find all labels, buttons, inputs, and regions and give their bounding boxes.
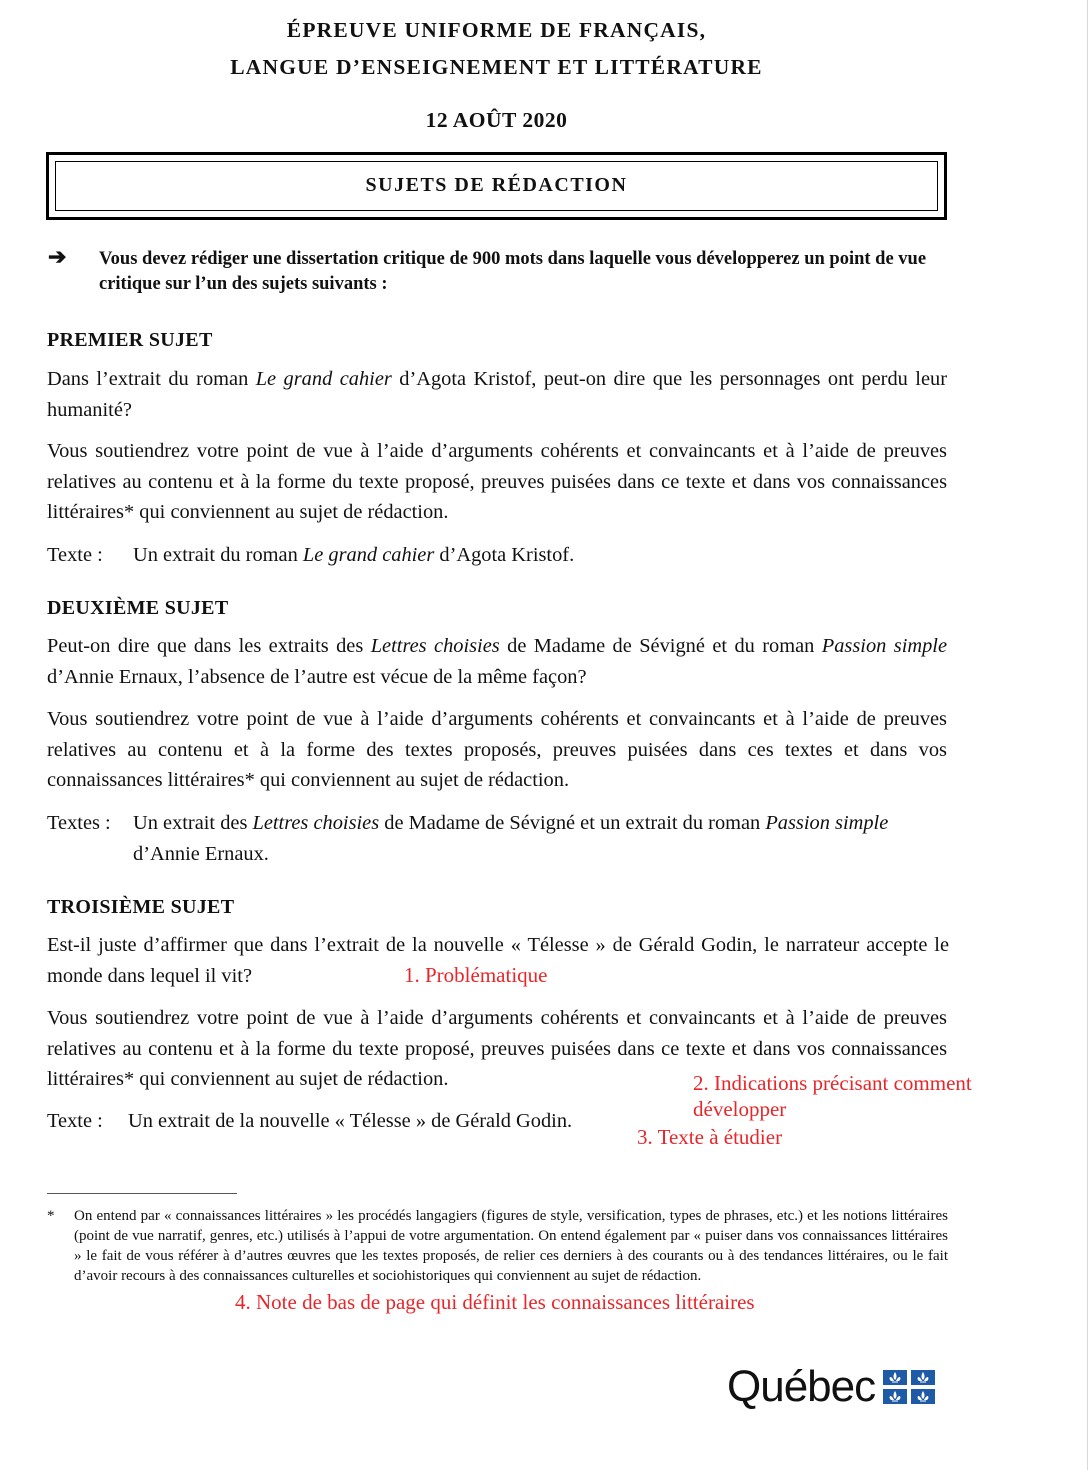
sujet-2-title: DEUXIÈME SUJET [47, 597, 229, 619]
sujet-1-question-part: Dans l’extrait du roman [47, 368, 256, 390]
section-title: SUJETS DE RÉDACTION [55, 161, 938, 211]
sujet-3-texte-label: Texte : [47, 1110, 103, 1132]
sujet-3-consigne: Vous soutiendrez votre point de vue à l’aide d’arguments cohérents et convaincants et à l’aide de preuves relatives au contenu et à la forme du texte proposé, preuves puisées dans ce texte et dans vos connaissances littéraires* qui conviennent au sujet de rédaction. [47, 1007, 947, 1090]
quebec-logo-wordmark: Québec [727, 1362, 876, 1411]
sujet-1-question [47, 364, 947, 425]
annotation-2-line-1: 2. Indications précisant comment [693, 1071, 972, 1095]
quebec-flag-icon [883, 1370, 935, 1404]
sujet-3-title: TROISIÈME SUJET [47, 896, 235, 918]
annotation-4: 4. Note de bas de page qui définit les connaissances littéraires [235, 1290, 755, 1314]
sujet-2-book-title-2: Passion simple [821, 635, 947, 657]
sujet-2-texte-book-2: Passion simple [765, 812, 889, 834]
sujet-3-texte-value: Un extrait de la nouvelle « Télesse » de Gérald Godin. [128, 1110, 573, 1132]
sujet-1-consigne: Vous soutiendrez votre point de vue à l’aide d’arguments cohérents et convaincants et à l’aide de preuves relatives au contenu et à la forme du texte proposé, preuves puisées dans ce texte et dans vos connaissances littéraires* qui conviennent au sujet de rédaction. [47, 440, 947, 523]
sujet-2-texte-book-1: Lettres choisies [252, 812, 380, 834]
sujet-2-question-part: d’Annie Ernaux, l’absence de l’autre est vécue de la même façon? [47, 665, 587, 688]
annotation-3: 3. Texte à étudier [637, 1125, 783, 1149]
footnote-divider [47, 1193, 237, 1194]
sujet-3-texte [47, 1106, 952, 1137]
sujet-2-texte-part: de Madame de Sévigné et un extrait du roman [379, 812, 766, 834]
sujet-1-book-title: Le grand cahier [255, 368, 392, 390]
exam-title-line-2: LANGUE D’ENSEIGNEMENT ET LITTÉRATURE [230, 55, 763, 79]
page-edge-divider [1087, 0, 1088, 1470]
quebec-logo [727, 1362, 935, 1412]
annotation-1: 1. Problématique [404, 963, 548, 987]
footnote-text: On entend par « connaissances littéraires » les procédés langagiers (figures de style, versification, types de phrases, etc.) et les notions littéraires (point de vue narratif, genres, etc.) utilisés à l’appui de votre argumentation. On entend également par « puiser dans vos connaissances littéraires » le fait de vous référer à d’autres œuvres que les textes proposés, de relier ces derniers à des courants ou à des tendances littéraires, ou le fait d’avoir recours à des connaissances culturelles et sociohistoriques qui conviennent au sujet de rédaction. [74, 1208, 948, 1284]
sujet-1-texte-label: Texte : [47, 544, 103, 566]
sujet-1-texte [47, 540, 952, 571]
sujet-2-texte [47, 808, 952, 865]
exam-date: 12 AOÛT 2020 [425, 108, 568, 132]
sujet-3-question: Est-il juste d’affirmer que dans l’extrait de la nouvelle « Télesse » de Gérald Godin, le narrateur accepte le monde dans lequel il vit? [47, 934, 949, 987]
sujet-2-consigne: Vous soutiendrez votre point de vue à l’aide d’arguments cohérents et convaincants et à l’aide de preuves relatives au contenu et à la forme des textes proposés, preuves puisées dans ces textes et dans vos connaissances littéraires* qui conviennent au sujet de rédaction. [47, 708, 947, 791]
exam-title-line-1: ÉPREUVE UNIFORME DE FRANÇAIS, [286, 18, 707, 42]
sujet-1-title: PREMIER SUJET [47, 329, 213, 351]
annotation-2-line-2: développer [693, 1097, 787, 1121]
sujet-2-texte-part: Un extrait des [133, 812, 253, 834]
footnote-star: * [47, 1208, 55, 1224]
sujet-2-question-part: de Madame de Sévigné et du roman [499, 635, 822, 657]
sujet-1-texte-book: Le grand cahier [302, 544, 435, 566]
arrow-right-icon: ➔ [48, 244, 67, 269]
sujet-2-texte-cont: d’Annie Ernaux. [133, 842, 269, 865]
sujet-2-book-title-1: Lettres choisies [370, 635, 500, 657]
sujet-1-texte-part: Un extrait du roman [133, 544, 303, 566]
sujet-1-texte-part: d’Agota Kristof. [434, 544, 575, 566]
sujet-1-question-part: d’Agota Kristof, peut-on dire que les personnages ont perdu leur humanité? [47, 368, 947, 421]
sujet-2-question [47, 631, 947, 692]
section-title-box [46, 152, 947, 220]
instruction-text: Vous devez rédiger une dissertation critique de 900 mots dans laquelle vous développerez un point de vue critique sur l’un des sujets suivants : [99, 249, 927, 294]
footnote [47, 1206, 948, 1286]
sujet-2-texte-label: Textes : [47, 812, 111, 834]
sujet-2-question-part: Peut-on dire que dans les extraits des [47, 635, 371, 657]
